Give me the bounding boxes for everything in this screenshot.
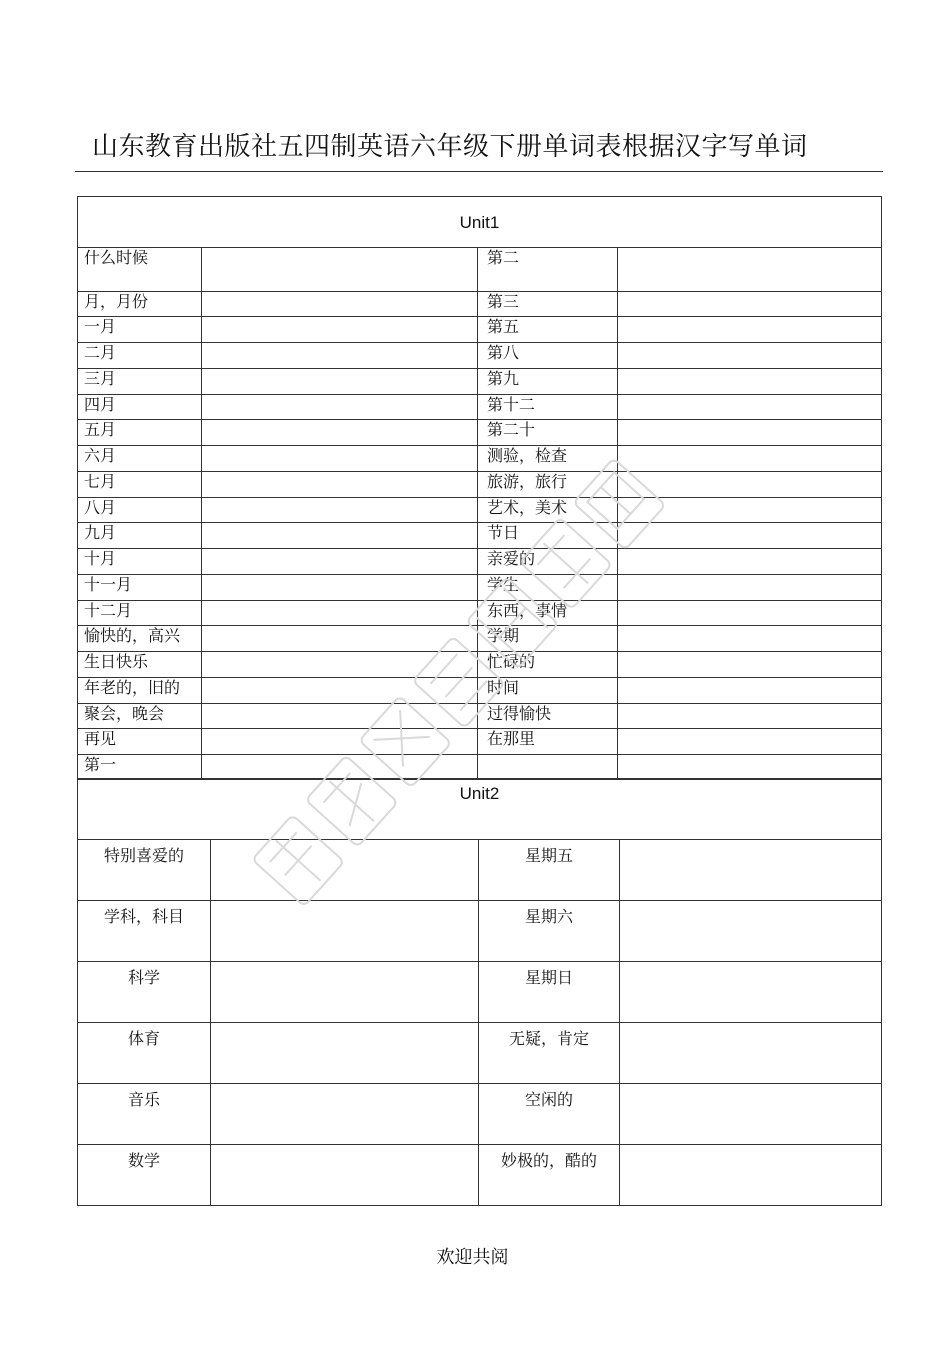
- table-row: [78, 840, 882, 901]
- unit1-answer-cell[interactable]: [618, 369, 882, 395]
- unit1-chinese-term: 六月: [78, 446, 202, 472]
- unit1-answer-cell[interactable]: [618, 652, 882, 678]
- unit1-answer-cell[interactable]: [618, 755, 882, 780]
- unit2-chinese-term: 科学: [78, 962, 211, 1023]
- table-row: [78, 343, 882, 369]
- unit1-chinese-term: 再见: [78, 729, 202, 755]
- unit1-chinese-term: 第八: [478, 343, 618, 369]
- unit2-answer-cell[interactable]: [620, 962, 882, 1023]
- unit1-chinese-term: 第三: [478, 292, 618, 317]
- unit1-table: [77, 196, 882, 780]
- unit1-answer-cell[interactable]: [618, 626, 882, 652]
- unit1-chinese-term: 过得愉快: [478, 704, 618, 729]
- unit2-chinese-term: 星期五: [479, 840, 620, 901]
- table-row: [78, 369, 882, 395]
- unit2-chinese-term: 星期日: [479, 962, 620, 1023]
- unit2-answer-cell[interactable]: [211, 840, 479, 901]
- unit1-answer-cell[interactable]: [618, 446, 882, 472]
- unit2-chinese-term: 学科，科目: [78, 901, 211, 962]
- unit2-answer-cell[interactable]: [620, 1084, 882, 1145]
- table-row: [78, 626, 882, 652]
- table-row: [78, 755, 882, 780]
- unit1-chinese-term: 旅游，旅行: [478, 472, 618, 498]
- unit1-answer-cell[interactable]: [202, 626, 478, 652]
- unit2-answer-cell[interactable]: [211, 1023, 479, 1084]
- unit2-answer-cell[interactable]: [620, 1145, 882, 1206]
- unit1-chinese-term: 时间: [478, 678, 618, 704]
- unit2-answer-cell[interactable]: [620, 1023, 882, 1084]
- unit2-chinese-term: 无疑，肯定: [479, 1023, 620, 1084]
- unit1-answer-cell[interactable]: [618, 248, 882, 292]
- unit1-chinese-term: 在那里: [478, 729, 618, 755]
- unit2-chinese-term: 妙极的，酷的: [479, 1145, 620, 1206]
- unit1-answer-cell[interactable]: [202, 343, 478, 369]
- unit1-heading: Unit1: [78, 197, 882, 248]
- unit1-answer-cell[interactable]: [618, 498, 882, 523]
- page-title: 山东教育出版社五四制英语六年级下册单词表根据汉字写单词: [92, 132, 808, 162]
- unit2-chinese-term: 体育: [78, 1023, 211, 1084]
- unit1-chinese-term: 十一月: [78, 575, 202, 601]
- unit1-answer-cell[interactable]: [618, 292, 882, 317]
- unit1-answer-cell[interactable]: [202, 472, 478, 498]
- unit2-chinese-term: 音乐: [78, 1084, 211, 1145]
- unit1-answer-cell[interactable]: [202, 755, 478, 780]
- unit1-answer-cell[interactable]: [618, 343, 882, 369]
- unit1-answer-cell[interactable]: [202, 678, 478, 704]
- table-row: [78, 601, 882, 626]
- title-divider: [75, 171, 883, 172]
- unit2-chinese-term: 数学: [78, 1145, 211, 1206]
- unit1-chinese-term: 第五: [478, 317, 618, 343]
- unit1-chinese-term: 愉快的，高兴: [78, 626, 202, 652]
- unit2-answer-cell[interactable]: [211, 962, 479, 1023]
- unit1-chinese-term: 第二: [478, 248, 618, 292]
- unit1-chinese-term: 十月: [78, 549, 202, 575]
- unit2-table: [77, 778, 882, 1206]
- unit1-chinese-term: 亲爱的: [478, 549, 618, 575]
- table-row: [78, 901, 882, 962]
- table-row: [78, 317, 882, 343]
- unit1-answer-cell[interactable]: [202, 369, 478, 395]
- unit1-answer-cell[interactable]: [202, 549, 478, 575]
- unit1-chinese-term: 第二十: [478, 420, 618, 446]
- unit1-answer-cell[interactable]: [202, 292, 478, 317]
- unit1-answer-cell[interactable]: [202, 446, 478, 472]
- unit1-answer-cell[interactable]: [618, 549, 882, 575]
- unit1-answer-cell[interactable]: [202, 523, 478, 549]
- table-row: [78, 575, 882, 601]
- table-row: [78, 420, 882, 446]
- unit2-answer-cell[interactable]: [620, 840, 882, 901]
- unit1-answer-cell[interactable]: [618, 523, 882, 549]
- unit2-heading: Unit2: [78, 779, 882, 840]
- footer-text: 欢迎共阅: [436, 1247, 509, 1268]
- unit1-chinese-term: 东西，事情: [478, 601, 618, 626]
- unit1-answer-cell[interactable]: [618, 395, 882, 420]
- unit1-chinese-term: 艺术，美术: [478, 498, 618, 523]
- unit1-chinese-term: 年老的，旧的: [78, 678, 202, 704]
- unit1-answer-cell[interactable]: [202, 248, 478, 292]
- unit1-chinese-term: 四月: [78, 395, 202, 420]
- unit1-answer-cell[interactable]: [202, 575, 478, 601]
- unit1-answer-cell[interactable]: [202, 317, 478, 343]
- unit1-chinese-term: 第一: [78, 755, 202, 780]
- unit1-chinese-term: 九月: [78, 523, 202, 549]
- unit1-answer-cell[interactable]: [618, 472, 882, 498]
- unit1-chinese-term: 学生: [478, 575, 618, 601]
- unit1-answer-cell[interactable]: [618, 704, 882, 729]
- unit1-chinese-term: 七月: [78, 472, 202, 498]
- table-row: [78, 395, 882, 420]
- unit1-chinese-term: 忙碌的: [478, 652, 618, 678]
- unit1-chinese-term: 学期: [478, 626, 618, 652]
- unit1-chinese-term: 二月: [78, 343, 202, 369]
- unit1-chinese-term: 三月: [78, 369, 202, 395]
- table-row: [78, 248, 882, 292]
- unit1-chinese-term: 十二月: [78, 601, 202, 626]
- table-row: [78, 1084, 882, 1145]
- unit1-answer-cell[interactable]: [618, 575, 882, 601]
- table-row: [78, 678, 882, 704]
- unit2-answer-cell[interactable]: [620, 901, 882, 962]
- unit1-answer-cell[interactable]: [202, 420, 478, 446]
- unit1-chinese-term: [478, 755, 618, 780]
- table-row: [78, 498, 882, 523]
- unit1-chinese-term: 聚会，晚会: [78, 704, 202, 729]
- table-row: [78, 962, 882, 1023]
- unit2-answer-cell[interactable]: [211, 1145, 479, 1206]
- unit2-chinese-term: 星期六: [479, 901, 620, 962]
- unit1-chinese-term: 月，月份: [78, 292, 202, 317]
- unit1-chinese-term: 第十二: [478, 395, 618, 420]
- unit1-answer-cell[interactable]: [202, 395, 478, 420]
- table-row: [78, 729, 882, 755]
- unit2-chinese-term: 空闲的: [479, 1084, 620, 1145]
- table-row: [78, 472, 882, 498]
- unit1-answer-cell[interactable]: [618, 420, 882, 446]
- unit1-chinese-term: 第九: [478, 369, 618, 395]
- unit1-answer-cell[interactable]: [618, 729, 882, 755]
- table-row: [78, 1023, 882, 1084]
- unit1-chinese-term: 测验，检查: [478, 446, 618, 472]
- table-row: [78, 292, 882, 317]
- unit1-chinese-term: 生日快乐: [78, 652, 202, 678]
- unit2-chinese-term: 特别喜爱的: [78, 840, 211, 901]
- unit2-answer-cell[interactable]: [211, 901, 479, 962]
- unit1-answer-cell[interactable]: [202, 704, 478, 729]
- table-row: [78, 652, 882, 678]
- unit1-answer-cell[interactable]: [618, 317, 882, 343]
- table-row: [78, 704, 882, 729]
- table-row: [78, 446, 882, 472]
- unit1-answer-cell[interactable]: [202, 601, 478, 626]
- unit1-chinese-term: 一月: [78, 317, 202, 343]
- unit1-chinese-term: 五月: [78, 420, 202, 446]
- unit1-chinese-term: 八月: [78, 498, 202, 523]
- table-row: [78, 1145, 882, 1206]
- unit1-answer-cell[interactable]: [618, 678, 882, 704]
- unit1-answer-cell[interactable]: [202, 498, 478, 523]
- unit1-chinese-term: 什么时候: [78, 248, 202, 292]
- unit1-answer-cell[interactable]: [202, 729, 478, 755]
- table-row: [78, 523, 882, 549]
- table-row: [78, 549, 882, 575]
- unit2-answer-cell[interactable]: [211, 1084, 479, 1145]
- unit1-answer-cell[interactable]: [618, 601, 882, 626]
- unit1-answer-cell[interactable]: [202, 652, 478, 678]
- unit1-chinese-term: 节日: [478, 523, 618, 549]
